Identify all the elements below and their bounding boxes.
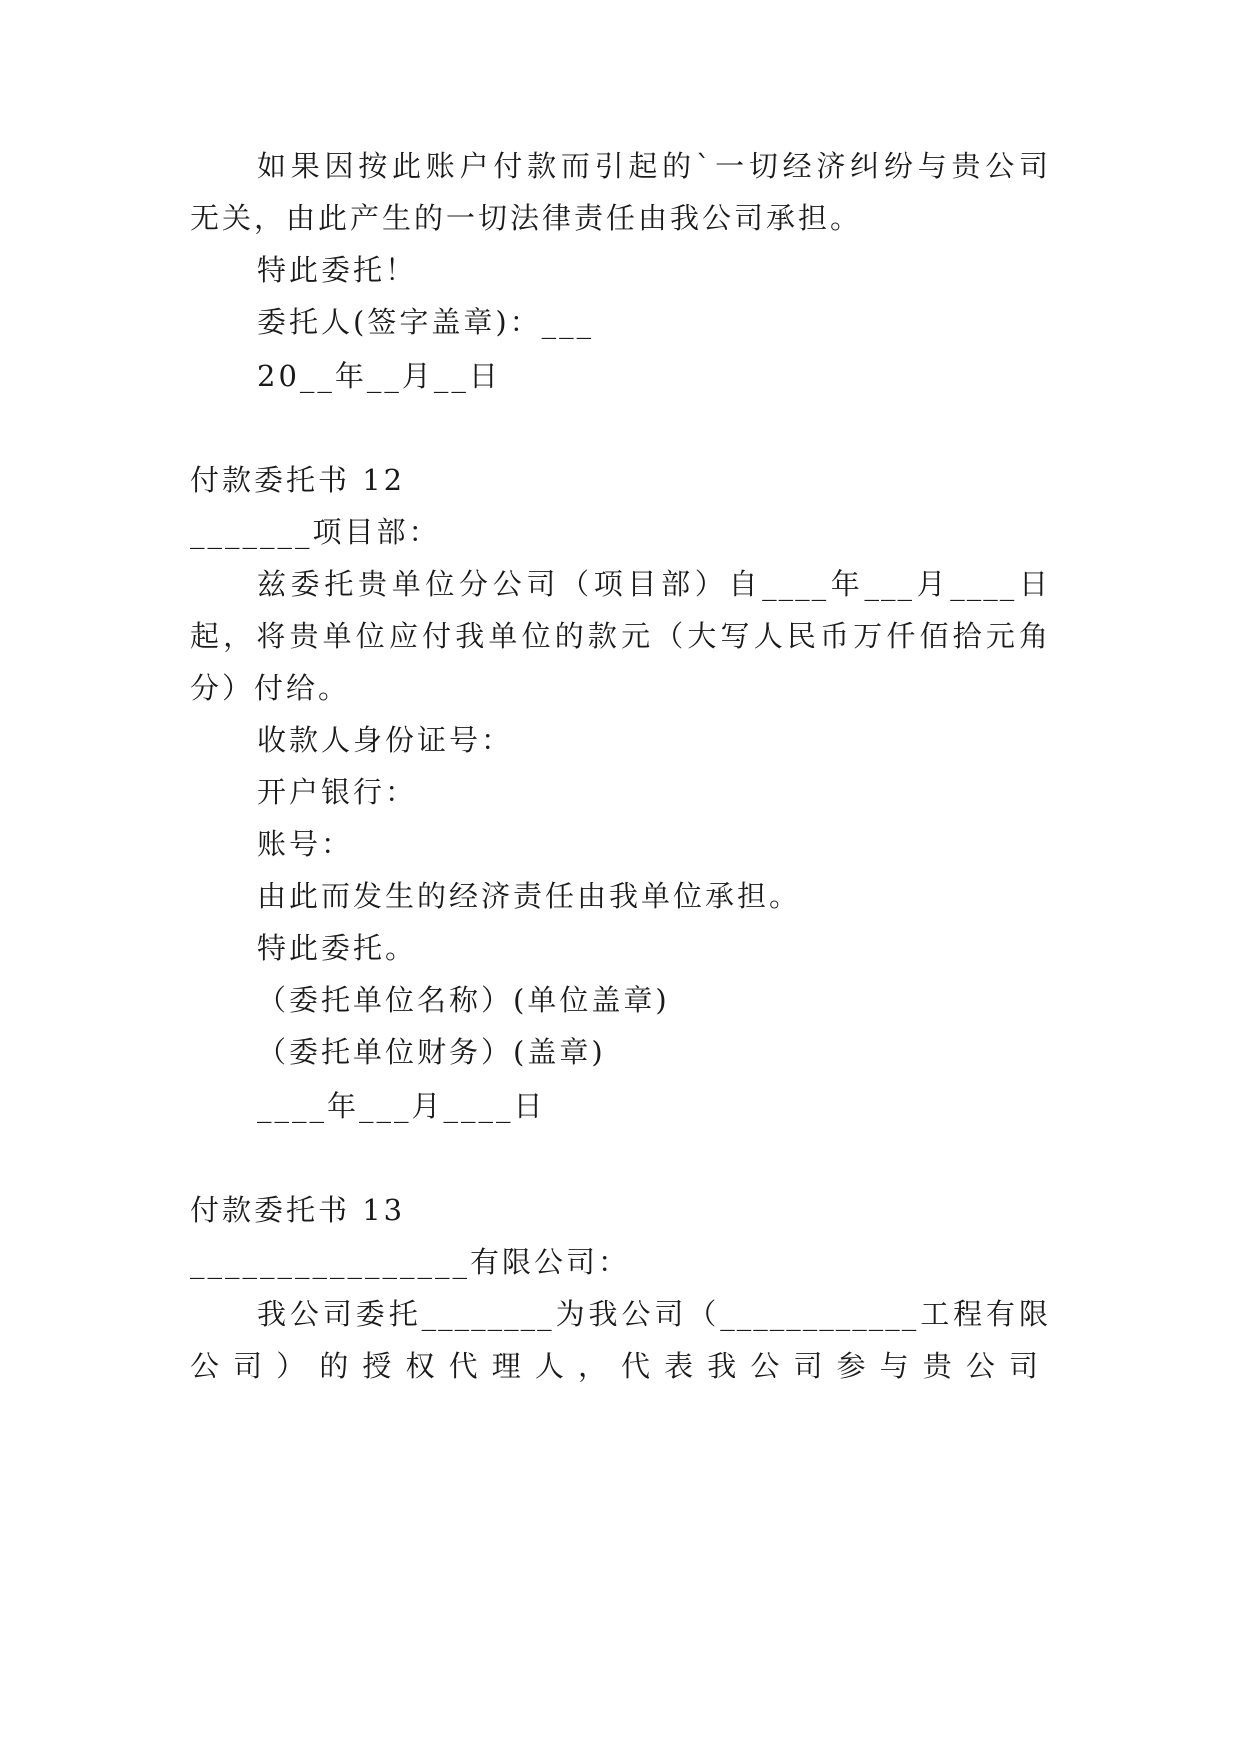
bank-line: 开户银行：	[257, 775, 418, 809]
date-line: 20__年__月__日	[257, 359, 501, 393]
signature-line: 委托人(签字盖章)：___	[257, 305, 595, 339]
section-title: 付款委托书 13	[190, 1193, 406, 1227]
finance-line: （委托单位财务）(盖章)	[257, 1035, 606, 1069]
account-line: 账号：	[257, 827, 354, 861]
addressee-line: ________________有限公司：	[190, 1245, 631, 1279]
closing-text: 特此委托。	[257, 931, 418, 965]
entrusting-unit-line: （委托单位名称）(单位盖章)	[257, 983, 670, 1017]
addressee-line: _______项目部：	[190, 515, 441, 549]
id-number-line: 收款人身份证号：	[257, 723, 514, 757]
paragraph-line: 分）付给。	[190, 671, 351, 705]
responsibility-line: 由此而发生的经济责任由我单位承担。	[257, 879, 802, 913]
paragraph-line: 我公司委托________为我公司（____________工程有限	[257, 1297, 1050, 1331]
paragraph-line: 兹委托贵单位分公司（项目部）自____年___月____日	[257, 567, 1050, 601]
section-title: 付款委托书 12	[190, 463, 406, 497]
closing-text: 特此委托！	[257, 253, 418, 287]
paragraph-line: 公司）的授权代理人，代表我公司参与贵公司	[190, 1349, 1050, 1383]
paragraph-line: 如果因按此账户付款而引起的`一切经济纠纷与贵公司	[257, 149, 1050, 183]
date-line: ____年___月____日	[257, 1089, 546, 1123]
paragraph-line: 起，将贵单位应付我单位的款元（大写人民币万仟佰拾元角	[190, 619, 1050, 653]
paragraph-line: 无关，由此产生的一切法律责任由我公司承担。	[190, 201, 863, 235]
